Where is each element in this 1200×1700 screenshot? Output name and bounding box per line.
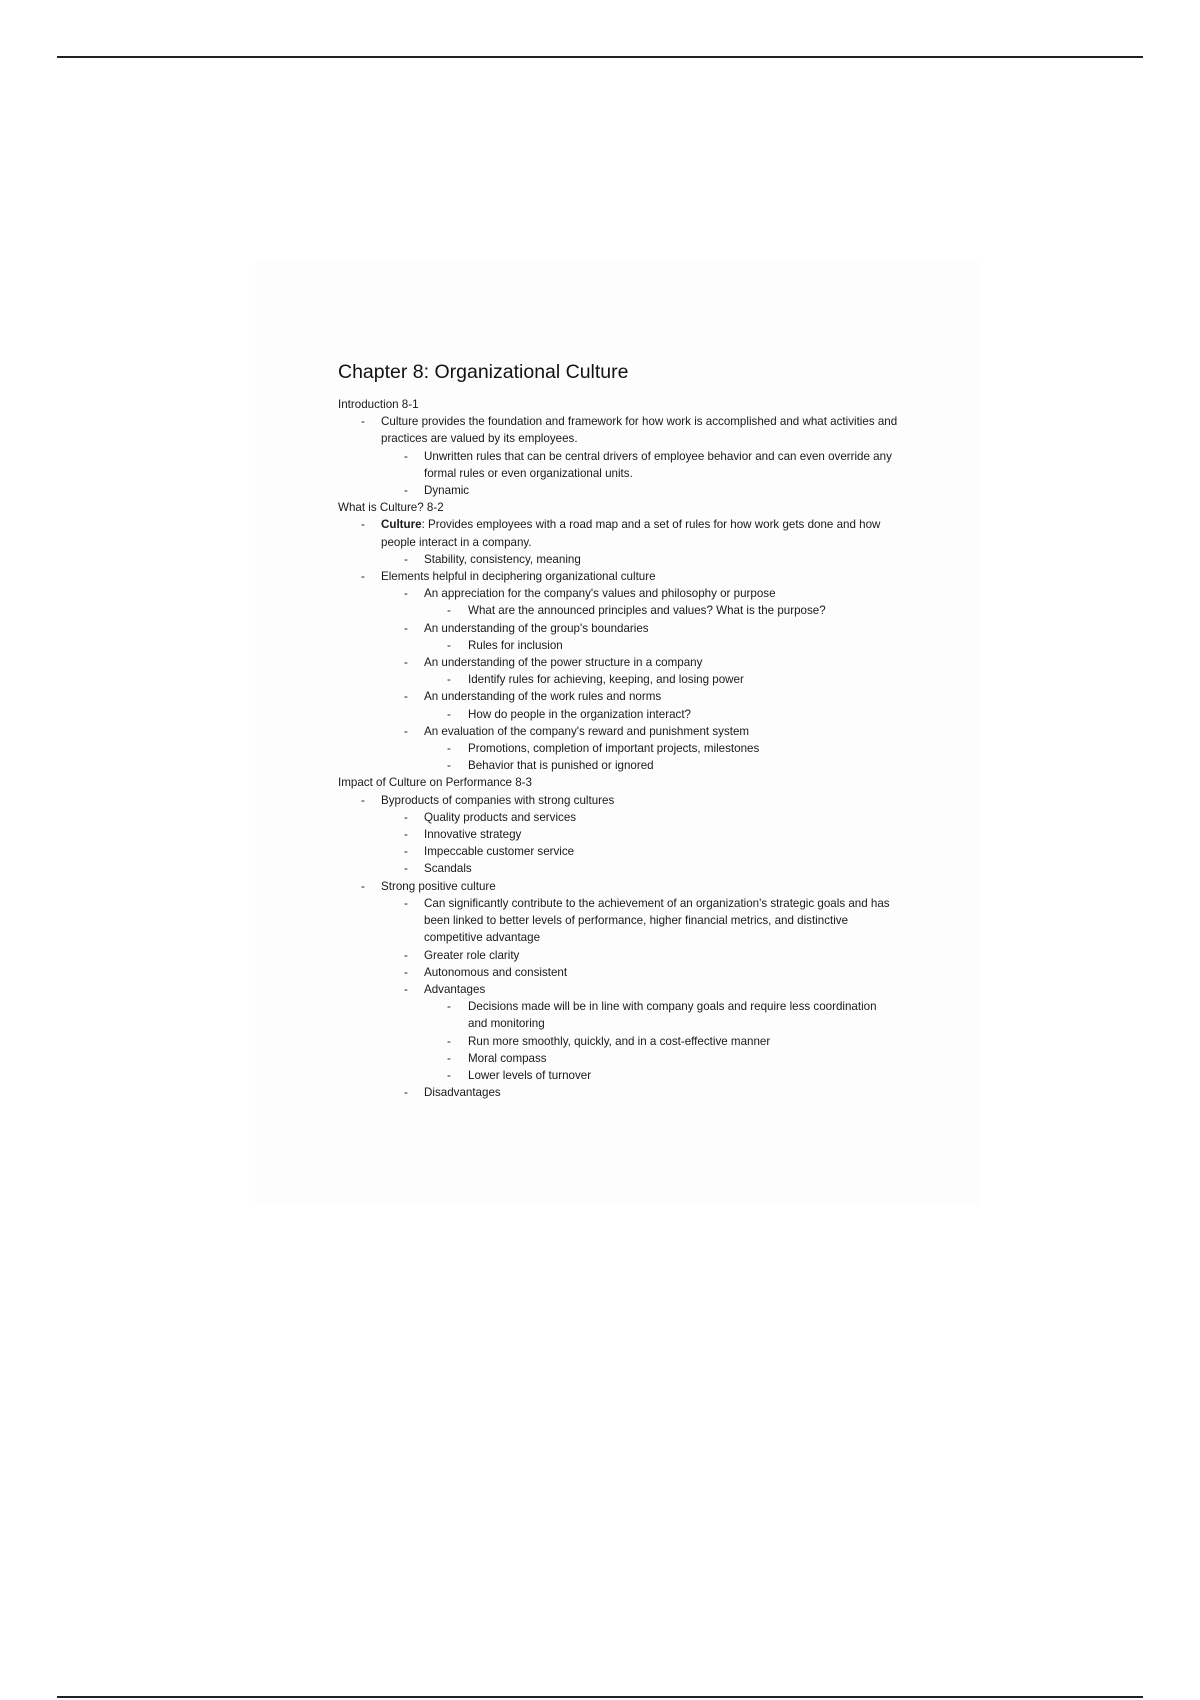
top-rule [57,56,1143,58]
outline-text: Dynamic [424,484,470,498]
bullet-dash: - [447,1034,451,1048]
bullet-dash: - [447,1051,451,1065]
bullet-dash: - [361,570,365,584]
bullet-dash: - [447,759,451,773]
outline-item-level-1 [338,568,898,585]
outline-item-level-3 [338,706,898,723]
section-heading [338,774,898,791]
outline-text: An evaluation of the company's reward and punishment system [424,724,750,738]
section-heading [338,396,898,413]
outline-text: Identify rules for achieving, keeping, and losing power [468,673,744,687]
bullet-dash: - [361,415,365,429]
outline-item-level-2 [338,826,898,843]
bullet-dash: - [404,484,408,498]
outline-text: Rules for inclusion [468,638,563,652]
outline-item-level-3 [338,1067,898,1084]
document-title: Chapter 8: Organizational Culture [338,361,629,383]
outline-text: Culture provides the foundation and framework for how work is accomplished and what activities and practices are valued by its employees. [381,415,898,446]
bullet-dash: - [361,879,365,893]
outline-item-level-2 [338,585,898,602]
bullet-dash: - [447,707,451,721]
outline-text: Lower levels of turnover [468,1068,592,1082]
outline-item-level-2 [338,809,898,826]
outline-item-level-3 [338,602,898,619]
outline-item-level-3 [338,671,898,688]
outline-text: An understanding of the power structure in a company [424,656,703,670]
outline-item-level-2 [338,947,898,964]
term-bold: Culture [381,518,422,532]
outline-item-level-2 [338,964,898,981]
outline-item-level-2 [338,723,898,740]
bullet-dash: - [404,690,408,704]
outline-text: Scandals [424,862,472,876]
bullet-dash: - [404,896,408,910]
bullet-dash: - [404,587,408,601]
outline-item-level-2 [338,482,898,499]
outline-item-level-3 [338,998,898,1032]
bullet-dash: - [447,604,451,618]
bullet-dash: - [404,862,408,876]
bullet-dash: - [404,810,408,824]
outline-text: Moral compass [468,1051,547,1065]
bullet-dash: - [404,449,408,463]
bullet-dash: - [404,965,408,979]
bullet-dash: - [447,673,451,687]
document-body [338,358,898,1101]
bullet-dash: - [447,638,451,652]
outline-item-level-1 [338,516,898,550]
bullet-dash: - [447,1000,451,1014]
outline-text: Introduction 8-1 [338,398,419,411]
outline-item-level-3 [338,757,898,774]
outline-text: Autonomous and consistent [424,965,568,979]
outline-item-level-1 [338,792,898,809]
bullet-dash: - [361,518,365,532]
outline-text: : Provides employees with a road map and a set of rules for how work gets done and how people interact in a company. [381,518,881,549]
outline-item-level-2 [338,981,898,998]
bullet-dash: - [404,982,408,996]
outline-item-level-2 [338,860,898,877]
outline-item-level-3 [338,637,898,654]
outline-item-level-2 [338,448,898,482]
bullet-dash: - [447,742,451,756]
outline-item-level-2 [338,843,898,860]
outline-text: How do people in the organization interact? [468,707,692,721]
outline-text: Impeccable customer service [424,845,575,859]
outline-item-level-3 [338,1033,898,1050]
bullet-dash: - [404,724,408,738]
bullet-dash: - [404,656,408,670]
outline-text: An understanding of the group's boundaries [424,621,649,635]
outline-text: Advantages [424,982,486,996]
outline-text: Innovative strategy [424,828,522,842]
outline-item-level-2 [338,1084,898,1101]
outline-item-level-3 [338,740,898,757]
bullet-dash: - [404,948,408,962]
bullet-dash: - [447,1068,451,1082]
outline-text: Decisions made will be in line with company goals and require less coordination and monitoring [468,1000,877,1031]
outline-item-level-2 [338,654,898,671]
outline-text: Unwritten rules that can be central drivers of employee behavior and can even override any formal rules or even organizational units. [424,449,892,480]
outline-text: Promotions, completion of important projects, milestones [468,742,760,756]
outline-item-level-2 [338,551,898,568]
outline-item-level-1 [338,413,898,447]
bullet-dash: - [404,621,408,635]
outline-text: What is Culture? 8-2 [338,501,444,515]
outline-text: Impact of Culture on Performance 8-3 [338,776,532,790]
outline-text: Disadvantages [424,1086,501,1100]
outline-text: An understanding of the work rules and norms [424,690,662,704]
outline-item-level-1 [338,878,898,895]
bullet-dash: - [361,793,365,807]
outline-text: An appreciation for the company's values and philosophy or purpose [424,587,776,601]
bottom-rule [57,1696,1143,1698]
outline-text: Can significantly contribute to the achievement of an organization's strategic goals and has been linked to better levels of performance, higher financial metrics, and distinctive competitive advantage [424,896,890,945]
outline-text: Strong positive culture [381,879,496,893]
outline-item-level-2 [338,895,898,947]
section-heading [338,499,898,516]
outline-item-level-2 [338,688,898,705]
bullet-dash: - [404,828,408,842]
outline-item-level-2 [338,620,898,637]
bullet-dash: - [404,1086,408,1100]
outline-item-level-3 [338,1050,898,1067]
outline-text: Behavior that is punished or ignored [468,759,654,773]
outline-list [338,396,898,1101]
outline-text: Byproducts of companies with strong cultures [381,793,615,807]
outline-text: Quality products and services [424,810,577,824]
outline-text: Stability, consistency, meaning [424,552,581,566]
outline-text: What are the announced principles and values? What is the purpose? [468,604,826,618]
outline-text: Greater role clarity [424,948,520,962]
bullet-dash: - [404,845,408,859]
outline-text: Elements helpful in deciphering organizational culture [381,570,656,584]
outline-text: Run more smoothly, quickly, and in a cost-effective manner [468,1034,771,1048]
bullet-dash: - [404,552,408,566]
